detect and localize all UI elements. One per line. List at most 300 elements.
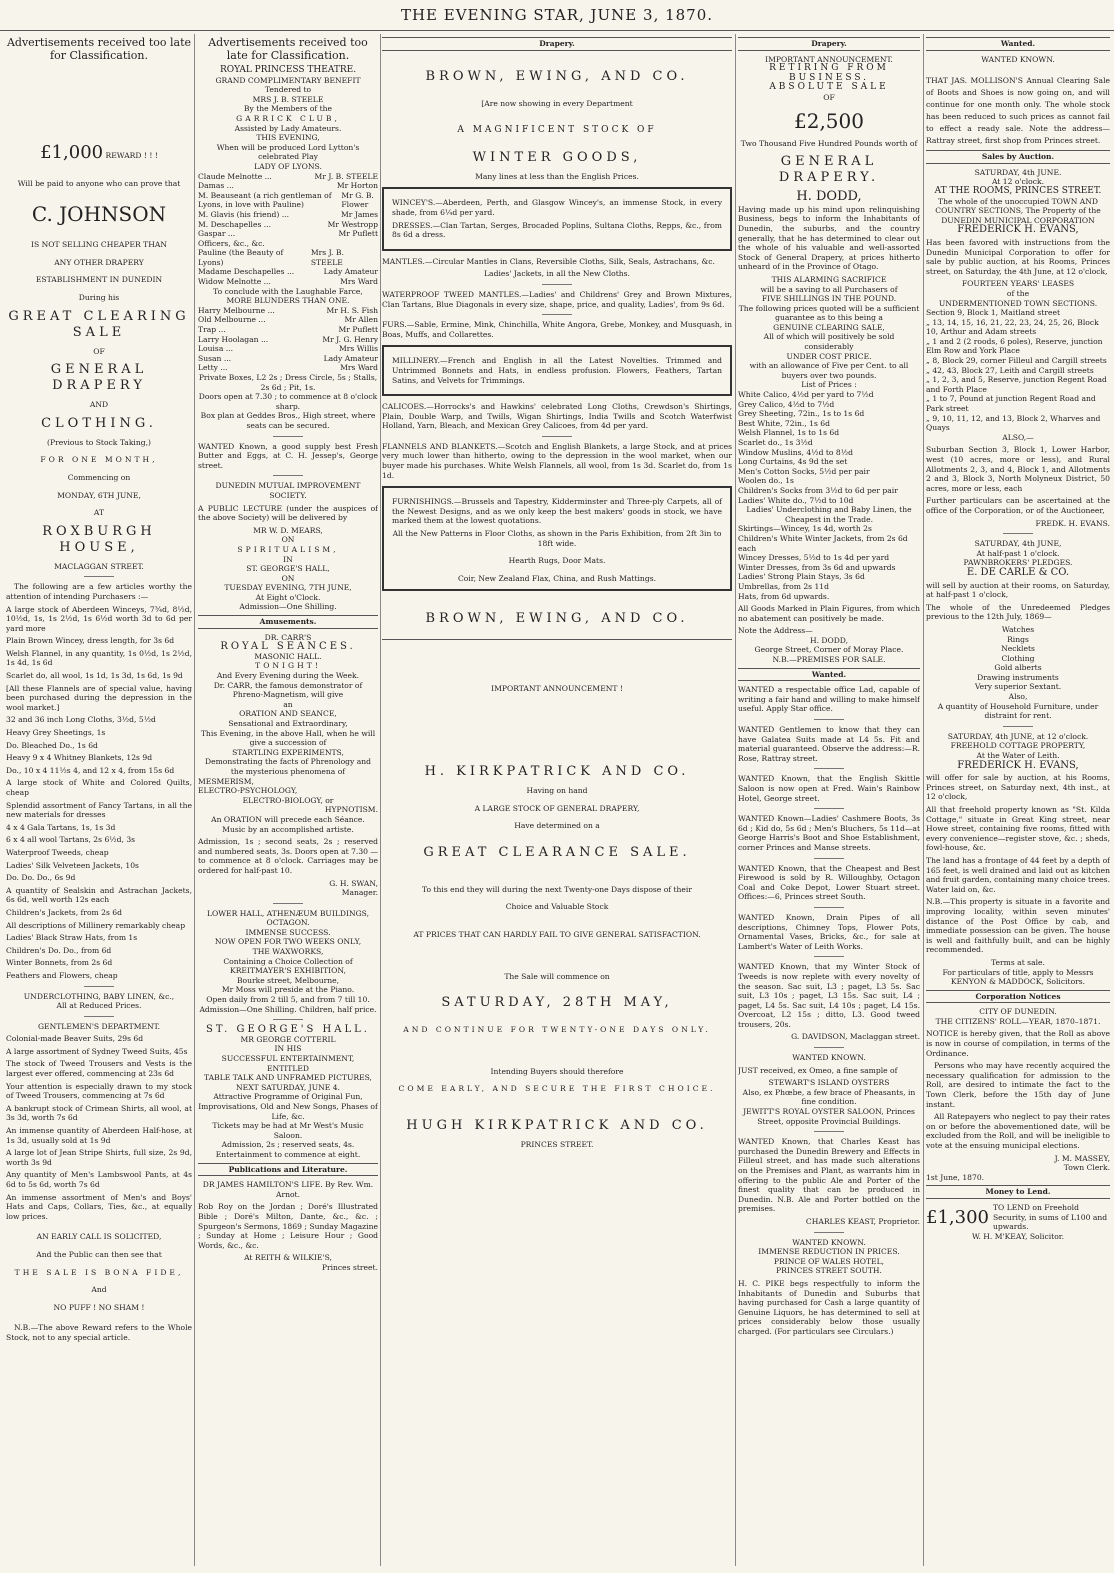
display-line: H. KIRKPATRICK AND CO. xyxy=(424,764,690,779)
paragraph: The whole of the Unredeemed Pledges previous to the 12th July, 1869— xyxy=(926,602,1110,622)
list-item: „ 13, 14, 15, 16, 21, 22, 23, 24, 25, 26, Block 10, Arthur and Adam streets xyxy=(926,317,1099,337)
text-line: Ladies' Underclothing and Baby Linen, the Cheapest in the Trade. xyxy=(746,505,912,524)
list-item: Watches xyxy=(1001,624,1035,634)
list-item: Your attention is especially drawn to my stock of Tweed Trousers, commencing at 7s 6d xyxy=(6,1081,192,1101)
text-line: When will be produced Lord Lytton's celebrated Play xyxy=(216,142,360,162)
paragraph: Admission, 1s ; second seats, 2s ; reserved and numbered seats, 3s. Doors open at 7.30 —to commence at 8 o'clock. Carriages may be ordered for half-past 10. xyxy=(198,837,378,875)
column-2 xyxy=(198,34,378,1564)
text-line: Open daily from 2 till 5, and from 7 till 10. xyxy=(206,995,370,1005)
list-item: Heavy Grey Sheetings, 1s xyxy=(6,728,106,738)
paragraph: FURS.—Sable, Ermine, Mink, Chinchilla, White Angora, Grebe, Monkey, and Musquash, in Boas, Muffs, and Collarettes. xyxy=(382,320,732,339)
text-line: Have determined on a xyxy=(514,821,600,831)
cast-row: Pauline (the Beauty of Lyons) Mrs J. B. STEELE xyxy=(198,248,344,267)
text-line: Tendered to xyxy=(264,85,312,95)
advertiser-name: E. DE CARLE & CO. xyxy=(966,566,1070,578)
text-line: And Every Evening during the Week. xyxy=(216,671,360,681)
text-line: ABSOLUTE SALE xyxy=(769,82,889,93)
paragraph: NOTICE is hereby given, that the Roll as above is now in course of compilation, in terms of the Ordinance. xyxy=(926,1029,1110,1058)
money-text: TO LEND on Freehold Security, in sums of L100 and upwards. xyxy=(992,1202,1108,1232)
list-item: Necklets xyxy=(1001,644,1035,654)
list-item: White Calico, 4½d per yard to 7½d xyxy=(738,390,874,400)
paragraph: N.B.—The above Reward refers to the Whole Stock, not to any special article. xyxy=(6,1323,192,1342)
text-line: SATURDAY, 4th JUNE, xyxy=(974,539,1062,549)
text-line: List of Prices : xyxy=(801,380,857,390)
bordered-box xyxy=(382,187,732,250)
text-line: Manager. xyxy=(341,888,378,898)
text-line: Coir, New Zealand Flax, China, and Rush Mattings. xyxy=(457,573,656,583)
list-item: „ 1, 2, 3, and 5, Reserve, junction Regent Road and Forth Place xyxy=(926,375,1107,394)
cast-row: Letty ... Mrs Ward xyxy=(198,363,378,373)
text-line: AT xyxy=(93,508,105,518)
list-item: Grey Sheeting, 72in., 1s to 1s 6d xyxy=(738,409,865,419)
list-item: „ 1 and 2 (2 roods, 6 poles), Reserve, junction Elm Row and York Place xyxy=(926,336,1103,356)
section-header: Amusements. xyxy=(198,615,378,629)
paragraph: The land has a frontage of 44 feet by a depth of 165 feet, is well drained and laid out as kitchen and fruit garden, containing many choice trees. Water laid on, &c. xyxy=(926,855,1110,894)
text-line: Many lines at less than the English Prices. xyxy=(475,171,639,181)
text-line: DR. CARR'S xyxy=(264,632,312,642)
list-item: Splendid assortment of Fancy Tartans, in all the new materials for dresses xyxy=(6,800,192,820)
section-header: Publications and Literature. xyxy=(198,1163,378,1177)
list-item: Heavy 9 x 4 Whitney Blankets, 12s 9d xyxy=(6,753,153,763)
text-line: Terms at sale. xyxy=(991,957,1045,967)
column-1 xyxy=(6,34,192,1564)
text-line: During his xyxy=(78,292,120,302)
ad-title: DR JAMES HAMILTON'S LIFE. By Rev. Wm. Arnot. xyxy=(202,1180,374,1199)
paragraph: N.B.—This property is situate in a favorite and improving locality, within seven minutes' distance of the Post Office by cab, and immediate possession can be given. The house is well and faithfully built, and can be highly recommended. xyxy=(926,897,1110,955)
paragraph: MILLINERY.—French and English in all the Latest Novelties. Trimmed and Untrimmed Bonnets and Hats, in endless profusion. Flowers, Feathers, Tartan Satins, and Velvets for Trimmings. xyxy=(392,356,722,385)
text-line: SATURDAY, 4th JUNE, at 12 o'clock. xyxy=(947,731,1089,741)
text-line: ANY OTHER DRAPERY xyxy=(54,257,144,267)
cast-row: Damas ... Mr Horton xyxy=(198,181,378,191)
text-line: TUESDAY EVENING, 7TH JUNE, xyxy=(224,583,352,593)
paragraph: THAT JAS. MOLLISON'S Annual Clearing Sale of Boots and Shoes is now going on, and will continue for one month only. The whole stock has been reduced to such prices as cannot fail to effect a ready sale. Note the address—Rattray street, first shop from Princes street. xyxy=(926,76,1110,146)
text-line: PRINCES STREET. xyxy=(520,1139,594,1149)
paragraph: MANTLES.—Circular Mantles in Clans, Reversible Cloths, Silk, Seals, Astrachans, &c. xyxy=(382,256,715,266)
cast-row: M. Beauseant (a rich gentleman of Lyons, in love with Pauline) Mr G. B. Flower xyxy=(198,190,374,210)
list-item: Feathers and Flowers, cheap xyxy=(6,970,118,980)
text-line: MONDAY, 6TH JUNE, xyxy=(57,490,141,500)
column-header: Advertisements received too late for Classification. xyxy=(208,36,368,62)
text-line: Sensational and Extraordinary, xyxy=(228,719,348,728)
display-line: ROXBURGH HOUSE, xyxy=(42,523,156,555)
list-item: Clothing xyxy=(1001,653,1035,663)
wanted-ad: WANTED Known—Ladies' Cashmere Boots, 3s 6d ; Kid do, 5s 6d ; Men's Bluchers, 5s 11d—at George Harris's Boot and Shoe Establishment, corner Princes and Manse streets. xyxy=(738,814,920,852)
text-line: PRINCES STREET SOUTH. xyxy=(776,1266,882,1276)
text-line: MORE BLUNDERS THAN ONE. xyxy=(226,296,350,306)
text-line: MR GEORGE COTTERIL xyxy=(240,1034,336,1044)
text-line: THE SALE IS BONA FIDE, xyxy=(14,1267,184,1277)
paragraph: JUST received, ex Omeo, a fine sample of xyxy=(738,1065,898,1075)
text-line: THE CITIZENS' ROLL—YEAR, 1870–1871. xyxy=(935,1016,1101,1026)
cast-row: Trap ... Mr Puflett xyxy=(198,325,378,335)
text-line: MESMERISM, xyxy=(198,776,254,786)
list-item: Woolen do., 1s xyxy=(738,476,794,486)
cast-row: Gaspar ... Mr Puflett xyxy=(198,229,378,239)
paragraph: FURNISHINGS.—Brussels and Tapestry, Kidderminster and Three-ply Carpets, all of the Newest Designs, and as we only keep the best makers' goods in stock, we have marked them at the lowest quotations. xyxy=(392,497,722,526)
list-item: Long Curtains, 4s 9d the set xyxy=(738,457,848,467)
text-line: All of which will positively be sold considerably xyxy=(763,332,895,352)
section-header: Wanted. xyxy=(926,37,1110,51)
text-line: The Sale will commence on xyxy=(504,971,610,981)
text-line: will be a saving to all Purchasers of xyxy=(760,284,898,294)
wanted-ad: WANTED Known, that the Cheapest and Best Firewood is sold by R. Willoughby, Octagon Coal and Coke Depot, Lower Stuart street. Offices:—6, Princes street South. xyxy=(738,863,920,902)
text-line: ST. GEORGE'S HALL, xyxy=(246,564,330,574)
text-line: with an allowance of Five per Cent. to all buyers over two pounds. xyxy=(749,361,909,380)
text-line: Box plan at Geddes Bros., High street, where seats can be secured. xyxy=(200,411,376,430)
list-item: Do. Do. Do., 6s 9d xyxy=(6,873,76,883)
top-rule xyxy=(0,30,1114,31)
list-item: Children's White Winter Jackets, from 2s 6d each xyxy=(738,533,908,553)
text-line: AT THE ROOMS, PRINCES STREET. xyxy=(934,185,1102,196)
text-line: Doors open at 7.30 ; to commence at 8 o'clock sharp. xyxy=(198,392,378,411)
text-line: ELECTRO-PSYCHOLOGY, xyxy=(198,786,298,796)
reward-line xyxy=(6,142,192,163)
display-line: GREAT CLEARANCE SALE. xyxy=(423,844,691,860)
text-line: For particulars of title, apply to Messrs KENYON & MADDOCK, Solicitors. xyxy=(942,967,1094,987)
text-line: At 12 o'clock. xyxy=(991,177,1045,187)
text-line: UNDER COST PRICE. xyxy=(786,351,872,361)
text-line: 1st June, 1870. xyxy=(926,1172,985,1182)
text-line: IMMENSE REDUCTION IN PRICES. xyxy=(758,1247,900,1257)
text-line: GARRICK CLUB, xyxy=(236,113,340,123)
text-line: Private Boxes, L2 2s ; Dress Circle, 5s ; Stalls, 2s 6d ; Pit, 1s. xyxy=(198,373,378,392)
list-item: Scarlet do., 1s 3½d xyxy=(738,438,813,447)
display-line: BROWN, EWING, AND CO. xyxy=(425,68,689,84)
reward-amount: £1,000 xyxy=(40,142,104,163)
text-line: Containing a Choice Collection of xyxy=(223,956,353,966)
cast-row: Larry Hoolagan ... Mr J. G. Henry xyxy=(198,334,378,344)
list-item: An immense assortment of Men's and Boys' Hats and Caps, Collars, Ties, &c., at equally low prices. xyxy=(6,1192,192,1221)
paragraph: will sell by auction at their rooms, on Saturday, at half-past 1 o'clock, xyxy=(926,580,1110,600)
text-line: MASONIC HALL. xyxy=(254,651,322,661)
cast-row: M. Deschapelles ... Mr Westropp xyxy=(198,219,378,229)
text-line: (Previous to Stock Taking,) xyxy=(47,437,151,447)
text-line: TONIGHT! xyxy=(255,661,321,671)
advertiser-name: H. DODD, xyxy=(796,189,862,205)
text-line: Town Clerk. xyxy=(1063,1163,1110,1173)
text-line: LADY OF LYONS. xyxy=(254,161,322,171)
text-line: ELECTRO-BIOLOGY, or xyxy=(242,795,334,805)
text-line: Having on hand xyxy=(526,786,588,795)
text-line: H. DODD, xyxy=(809,635,849,645)
text-line: SUCCESSFUL ENTERTAINMENT, xyxy=(221,1054,355,1063)
paragraph: Suburban Section 3, Block 1, Lower Harbor, west (10 acres, more or less), and Rural Allotments 2, 3, and 4, Block 1, and Allotments 2 and 3, Block 3, North Molyneux District, 50 acres, more or less, each xyxy=(926,445,1110,493)
list-item: A large lot of Jean Stripe Shirts, full size, 2s 9d, worth 3s 9d xyxy=(6,1148,192,1167)
text-line: COME EARLY, AND SECURE THE FIRST CHOICE. xyxy=(398,1084,716,1094)
wanted-ad: WANTED Known, Drain Pipes of all descriptions, Chimney Tops, Flower Pots, Ornamental Vases, Bricks, &c., for sale at Lambert's Water of Leith Works. xyxy=(738,912,920,951)
list-item: [All these Flannels are of special value, having been purchased during the depression in the wool market.] xyxy=(6,683,192,712)
advertiser-name: FREDERICK H. EVANS, xyxy=(957,224,1079,236)
list-item: Skirtings—Wincey, 1s 4d, worth 2s xyxy=(738,524,872,534)
list-item: A large stock of Aberdeen Winceys, 7¾d, 8½d, 10½d, 1s, 1s 2½d, 1s 6½d worth 3d to 6d per yard more xyxy=(6,604,192,633)
text-line: GRAND COMPLIMENTARY BENEFIT xyxy=(215,75,361,85)
list-item: Children's Jackets, from 2s 6d xyxy=(6,907,122,917)
text-line: Attractive Programme of Original Fun, Improvisations, Old and New Songs, Phases of Life, &c. xyxy=(198,1092,378,1121)
text-line: Admission, 2s ; reserved seats, 4s. Entertainment to commence at eight. xyxy=(215,1140,361,1159)
wanted-ad: WANTED Gentlemen to know that they can have Galatea Suits made at L4 5s. Fit and material guaranteed. Observe the address:—R. Rose, Rattray street. xyxy=(738,725,920,763)
list-item: A large stock of White and Colored Quilts, cheap xyxy=(6,778,192,797)
text-line: RETIRING FROM BUSINESS. xyxy=(769,63,889,83)
paragraph: The following are a few articles worthy the attention of intending Purchasers :— xyxy=(6,582,192,601)
text-line: THE WAXWORKS, xyxy=(252,947,324,957)
text-line: MR W. D. MEARS, xyxy=(253,525,323,535)
list-item: Ladies' White do., 7½d to 10d xyxy=(738,495,854,505)
text-line: AND xyxy=(89,400,109,410)
text-line: By the Members of the xyxy=(243,104,333,114)
text-line: STARTLING EXPERIMENTS, xyxy=(232,747,344,757)
wanted-ad: WANTED Known, that the English Skittle Saloon is now open at Fred. Wain's Rainbow Hotel, George street. xyxy=(738,774,920,803)
list-item: 4 x 4 Gala Tartans, 1s, 1s 3d xyxy=(6,822,116,832)
text-line: Demonstrating the facts of Phrenology and the mysterious phenomena of xyxy=(204,757,372,776)
list-item: An immense quantity of Aberdeen Half-hose, at 1s 3d, usually sold at 1s 9d xyxy=(6,1126,192,1145)
text-line: PRINCE OF WALES HOTEL, xyxy=(773,1256,885,1266)
text-line: Mr Moss will preside at the Piano. xyxy=(221,985,355,995)
cast-row: Harry Melbourne ... Mr H. S. Fish xyxy=(198,305,378,315)
text-line: IN xyxy=(283,554,293,564)
section-title: GENTLEMEN'S DEPARTMENT. xyxy=(37,1021,161,1031)
ad-title: WANTED KNOWN. xyxy=(792,1053,866,1063)
sale-amount: £2,500 xyxy=(794,108,864,133)
text-line: AN EARLY CALL IS SOLICITED, xyxy=(36,1232,162,1242)
display-line: GENERAL DRAPERY. xyxy=(778,154,880,186)
cast-row: Officers, &c., &c. xyxy=(198,238,265,248)
text-line: At half-past 1 o'clock. xyxy=(976,548,1060,558)
list-item: Umbrellas, from 2s 11d xyxy=(738,581,829,591)
display-line: GREAT CLEARING SALE xyxy=(8,308,190,340)
text-line: A LARGE STOCK OF GENERAL DRAPERY, xyxy=(474,803,640,813)
wanted-ad: WANTED Known, that Charles Keast has purchased the Dunedin Brewery and Effects in Filleul street, and has made such alterations on the Premises and Plant, as warrants him in offering to the public Ale and Porter of the finest quality that can be produced in Dunedin. N.B. Ale and Porter bottled on the premises. xyxy=(738,1137,920,1214)
text-line: ALSO,— xyxy=(1002,432,1034,442)
text-line: HYPNOTISM. xyxy=(324,805,378,815)
list-item: Winter Bonnets, from 2s 6d xyxy=(6,958,113,968)
ad-title: WANTED KNOWN. xyxy=(792,1237,866,1247)
ad-title: ST. GEORGE'S HALL. xyxy=(206,1024,370,1036)
text-line: NOW OPEN FOR TWO WEEKS ONLY, xyxy=(214,937,362,947)
text-line: IMPORTANT ANNOUNCEMENT. xyxy=(765,54,893,64)
section-header: Corporation Notices xyxy=(926,990,1110,1004)
text-line: ON xyxy=(281,573,295,583)
text-line: At the Water of Leith. xyxy=(976,751,1060,761)
text-line: Also, xyxy=(1008,692,1028,702)
list-item: Plain Brown Wincey, dress length, for 3s 6d xyxy=(6,636,175,646)
text-line: OF xyxy=(93,346,105,356)
text-line: Princes street. xyxy=(321,1262,378,1272)
list-item: Wincey Dresses, 5½d to 1s 4d per yard xyxy=(738,553,890,563)
text-line: George Street, Corner of Moray Place. xyxy=(754,645,904,655)
list-item: „ 8, Block 29, corner Filleul and Cargill streets xyxy=(926,356,1107,366)
text-line: The following prices quoted will be a sufficient guarantee as to this being a xyxy=(738,303,920,323)
text-line: NO PUFF ! NO SHAM ! xyxy=(53,1302,145,1312)
text-line: Tickets may be had at Mr West's Music Saloon. xyxy=(212,1121,364,1140)
text-line: Commencing on xyxy=(67,472,131,482)
text-line: G. H. SWAN, xyxy=(329,878,378,888)
wanted-ad: WANTED Known, a good supply best Fresh Butter and Eggs, at C. H. Jessep's, George street. xyxy=(198,441,378,470)
text-line: At REITH & WILKIE'S, xyxy=(244,1253,332,1263)
column-4 xyxy=(738,34,920,1564)
ad-title: WANTED KNOWN. xyxy=(981,54,1055,64)
list-item: A bankrupt stock of Crimean Shirts, all wool, at 3s 3d, worth 7s 6d xyxy=(6,1103,192,1123)
text-line: All at Reduced Prices. xyxy=(56,1001,142,1011)
text-line: GENUINE CLEARING SALE, xyxy=(773,322,885,332)
section-header: Wanted. xyxy=(738,668,920,682)
text-line: And the Public can then see that xyxy=(36,1249,162,1259)
text-line: ESTABLISHMENT IN DUNEDIN xyxy=(35,275,163,285)
ad-title: CITY OF DUNEDIN. xyxy=(979,1007,1057,1017)
text-line: KREITMAYER'S EXHIBITION, xyxy=(230,966,346,976)
list-item: Gold alberts xyxy=(994,663,1042,673)
display-line: HUGH KIRKPATRICK AND CO. xyxy=(406,1117,708,1133)
text-line: [Are now showing in every Department xyxy=(481,98,633,108)
text-line: ORATION AND SEANCE, xyxy=(239,709,337,719)
text-line: FOURTEEN YEARS' LEASES xyxy=(961,279,1075,289)
money-amount: £1,300 xyxy=(926,1206,989,1228)
column-3 xyxy=(382,34,732,1564)
list-item: Drawing instruments xyxy=(977,672,1059,682)
list-item: Children's Do. Do., from 6d xyxy=(6,945,112,955)
paragraph: Persons who may have recently acquired the necessary qualification for admission to the Roll, are desired to intimate the fact to the Town Clerk, before the 15th day of June instant. xyxy=(926,1061,1110,1109)
cast-row: Louisa ... Mrs Willis xyxy=(198,344,378,354)
text-line: An ORATION will precede each Séance. xyxy=(211,814,365,824)
paragraph: CALICOES.—Horrocks's and Hawkins' celebrated Long Cloths, Crewdson's Shirtings, Plain, Double Warp, and Twills, Wigan Shirtings, India Twills and Scotch Waterfwist Holland, Yarn, Bleach, and Mexican Grey Calicoes, from 4d per yard. xyxy=(382,402,732,431)
text-line: A quantity of Household Furniture, under distraint for rent. xyxy=(937,701,1099,721)
text-line: Hearth Rugs, Door Mats. xyxy=(508,556,606,566)
text-line: UNDERCLOTHING, BABY LINEN, &c., xyxy=(23,991,175,1001)
text-line: TABLE TALK AND UNFRAMED PICTURES, xyxy=(204,1073,372,1083)
text-line: STEWART'S ISLAND OYSTERS xyxy=(768,1078,890,1088)
text-line: THIS EVENING, xyxy=(256,133,320,143)
advertiser-name: C. JOHNSON xyxy=(31,202,167,227)
text-line: Admission—One Shilling. xyxy=(239,602,337,612)
list-item: Children's Socks from 3½d to 6d per pair xyxy=(738,485,898,495)
list-item: Do. Bleached Do., 1s 6d xyxy=(6,740,98,750)
list-item: Rings xyxy=(1007,634,1029,644)
ad-title: DUNEDIN MUTUAL IMPROVEMENT SOCIETY. xyxy=(215,481,361,500)
text-line: IMPORTANT ANNOUNCEMENT ! xyxy=(491,684,623,694)
list-item: Very superior Sextant. xyxy=(974,682,1062,692)
display-line: CLOTHING. xyxy=(41,415,157,431)
paragraph: WATERPROOF TWEED MANTLES.—Ladies' and Childrens' Grey and Brown Mixtures, Clan Tartans, Blue Diagonals in every size, shape, price, and quality, Ladies', from 9s 6d. xyxy=(382,289,732,309)
paragraph: WINCEY'S.—Aberdeen, Perth, and Glasgow Wincey's, an immense Stock, in every shade, from 6¼d per yard. xyxy=(392,198,722,217)
text-line: FOR ONE MONTH, xyxy=(40,455,158,465)
section-header: Money to Lend. xyxy=(926,1185,1110,1199)
list-item: Ladies' Strong Plain Stays, 3s 6d xyxy=(738,572,865,582)
text-line: PAWNBROKERS' PLEDGES. xyxy=(963,558,1073,568)
text-line: A MAGNIFICENT STOCK OF xyxy=(457,125,657,136)
list-item: Ladies' Silk Velveteen Jackets, 10s xyxy=(6,860,139,870)
text-line: THIS ALARMING SACRIFICE xyxy=(771,274,887,284)
bordered-box xyxy=(382,486,732,591)
text-line: Ladies' Jackets, in all the New Cloths. xyxy=(484,269,630,279)
list-item: Winter Dresses, from 3s 6d and upwards xyxy=(738,562,896,572)
list-item: Window Muslins, 4½d to 8½d xyxy=(738,447,853,457)
text-line: Will be paid to anyone who can prove that xyxy=(17,178,181,188)
paragraph: All Ratepayers who neglect to pay their rates on or before the abovementioned date, will be excluded from the Roll, and will be ineligible to vote at the ensuing municipal elections. xyxy=(926,1112,1110,1150)
text-line: JEWITT'S ROYAL OYSTER SALOON, Princes Street, opposite Provincial Buildings. xyxy=(743,1107,915,1126)
cast-row: Madame Deschapelles ... Lady Amateur xyxy=(198,267,378,277)
advertiser-name: FREDERICK H. EVANS, xyxy=(957,759,1079,771)
text-line: an xyxy=(283,699,293,709)
text-line: N.B.—PREMISES FOR SALE. xyxy=(772,655,886,665)
wanted-ad: WANTED Known, that my Winter Stock of Tweeds is now replete with every novelty of the season. Sac suit, L3 ; paget, L3 5s. Sac suit, L3 10s ; paget, L3 15s. Sac suit, L4 ; paget, L4 5s. Sac suit, L4 10s ; paget, L4 15s. Overcoat, L2 15s ; ditto, L3. Good tweed trousers, 20s. xyxy=(738,962,920,1029)
paragraph: All that freehold property known as "St. Kilda Cottage," situate in Great King street, near Howe street, containing five rooms, fitted with every convenience—register stove, &c. ; sheds, fowl-house, &c. xyxy=(926,805,1110,853)
list-item: Waterproof Tweeds, cheap xyxy=(6,847,109,857)
display-line: ROYAL SEANCES. xyxy=(220,641,356,653)
list-item: Men's Cotton Socks, 5½d per pair xyxy=(738,466,870,476)
list-item: All descriptions of Millinery remarkably cheap xyxy=(6,920,186,930)
column-rule xyxy=(923,34,924,1566)
list-item: Colonial-made Beaver Suits, 29s 6d xyxy=(6,1034,144,1044)
text-line: AT PRICES THAT CAN HARDLY FAIL TO GIVE GENERAL SATISFACTION. xyxy=(413,929,701,939)
paragraph: H. C. PIKE begs respectfully to inform the Inhabitants of Dunedin and Suburbs that having purchased for Cash a large quantity of Genuine Liquors, he has determined to sell at prices considerably below those usually charged. (For particulars see Circulars.) xyxy=(738,1278,920,1336)
text-line: IMMENSE SUCCESS. xyxy=(245,927,331,937)
list-item: Grey Calico, 4½d to 7½d xyxy=(738,399,835,409)
text-line: G. DAVIDSON, Maclaggan street. xyxy=(791,1032,920,1042)
cast-row: Susan ... Lady Amateur xyxy=(198,353,378,363)
text-line: MRS J. B. STEELE xyxy=(252,94,324,104)
column-rule xyxy=(735,34,736,1566)
text-line: of the xyxy=(1006,288,1030,298)
list-item: A quantity of Sealskin and Astrachan Jackets, 6s 6d, well worth 12s each xyxy=(6,885,192,905)
text-line: The whole of the unoccupied TOWN AND COUNTRY SECTIONS, The Property of the DUNEDIN MUNICIPAL CORPORATION xyxy=(935,196,1101,225)
reward-word: REWARD ! ! ! xyxy=(105,151,158,160)
text-line: FREDK. H. EVANS. xyxy=(1035,518,1110,528)
column-rule xyxy=(380,34,381,1566)
text-line: Admission—One Shilling. Children, half price. xyxy=(199,1004,377,1014)
text-line: Note the Address— xyxy=(738,626,813,636)
text-line: FIVE SHILLINGS IN THE POUND. xyxy=(761,294,897,304)
list-item: Welsh Flannel, 1s to 1s 6d xyxy=(738,428,840,438)
paragraph: All Goods Marked in Plain Figures, from which no abatement can positively be made. xyxy=(738,604,920,623)
text-line: This Evening, in the above Hall, when he will give a succession of xyxy=(200,728,376,748)
paragraph: FLANNELS AND BLANKETS.—Scotch and English Blankets, a large Stock, and at prices very much lower than hitherto, owing to the depression in the wool market, when our buyer made his purchases. White Welsh Flannels, all wool, from 1s 3d. Scarlet do, from 1s 1d. xyxy=(382,441,732,480)
text-line: Intending Buyers should therefore xyxy=(490,1066,624,1076)
list-item: Section 9, Block 1, Maitland street xyxy=(926,308,1060,318)
text-line: Dr. CARR, the famous demonstrator of Phreno-Magnetism, will give xyxy=(213,680,363,700)
text-line: MACLAGGAN STREET. xyxy=(54,561,144,571)
paragraph: DRESSES.—Clan Tartan, Serges, Brocaded Poplins, Sultana Cloths, Repps, &c., from 8s 6d a dress. xyxy=(392,220,722,240)
text-line: UNDERMENTIONED TOWN SECTIONS. xyxy=(938,298,1098,308)
text-line: At Eight o'Clock. xyxy=(255,592,321,602)
display-line: SATURDAY, 28TH MAY, xyxy=(441,995,673,1011)
text-line: AND CONTINUE FOR TWENTY-ONE DAYS ONLY. xyxy=(403,1025,711,1035)
list-item: The stock of Tweed Trousers and Vests is the largest ever offered, commencing at 23s 6d xyxy=(6,1059,192,1079)
list-item: 6 x 4 all wool Tartans, 2s 6½d, 3s xyxy=(6,835,136,845)
list-item: 32 and 36 inch Long Cloths, 3½d, 5½d xyxy=(6,715,156,725)
text-line: Music by an accomplished artiste. xyxy=(222,824,354,834)
list-item: A large assortment of Sydney Tweed Suits, 45s xyxy=(6,1046,188,1056)
paragraph: Rob Roy on the Jordan ; Doré's Illustrated Bible ; Doré's Milton, Dante, &c., &c. ; Spurgeon's Sermons, 1869 ; Sunday Magazine ; Sunday at Home ; Leisure Hour ; Good Words, &c., &c. xyxy=(198,1202,378,1250)
text-line: IN HIS xyxy=(274,1044,302,1054)
masthead: THE EVENING STAR, JUNE 3, 1870. xyxy=(400,6,714,24)
text-line: ENTITLED xyxy=(267,1063,309,1073)
text-line: NEXT SATURDAY, JUNE 4. xyxy=(236,1082,340,1092)
text-line: SPIRITUALISM, xyxy=(237,544,339,554)
list-item: Welsh Flannel, in any quantity, 1s 0½d, 1s 2½d, 1s 4d, 1s 6d xyxy=(6,648,192,668)
text-line: To this end they will during the next Twenty-one Days dispose of their xyxy=(422,884,692,894)
display-line: GENERAL DRAPERY xyxy=(50,362,148,394)
paragraph: A PUBLIC LECTURE (under the auspices of the above Society) will be delivered by xyxy=(198,503,378,523)
text-line: FREEHOLD COTTAGE PROPERTY, xyxy=(950,741,1086,751)
text-line: To conclude with the Laughable Farce, xyxy=(213,286,363,296)
ad-title: ROYAL PRINCESS THEATRE. xyxy=(219,65,357,75)
cast-row: Widow Melnotte ... Mrs Ward xyxy=(198,277,378,287)
section-header: Drapery. xyxy=(738,37,920,51)
column-5 xyxy=(926,34,1110,1564)
text-line: J. M. MASSEY, xyxy=(1054,1153,1110,1163)
text-line: OF xyxy=(823,92,835,102)
column-header: Advertisements received too late for Classification. xyxy=(6,36,192,62)
paragraph: Has been favored with instructions from the Dunedin Municipal Corporation to offer for sale by public auction, at his Rooms, Princes street, on Saturday, the 4th June, at 12 o'clock, xyxy=(926,237,1110,276)
